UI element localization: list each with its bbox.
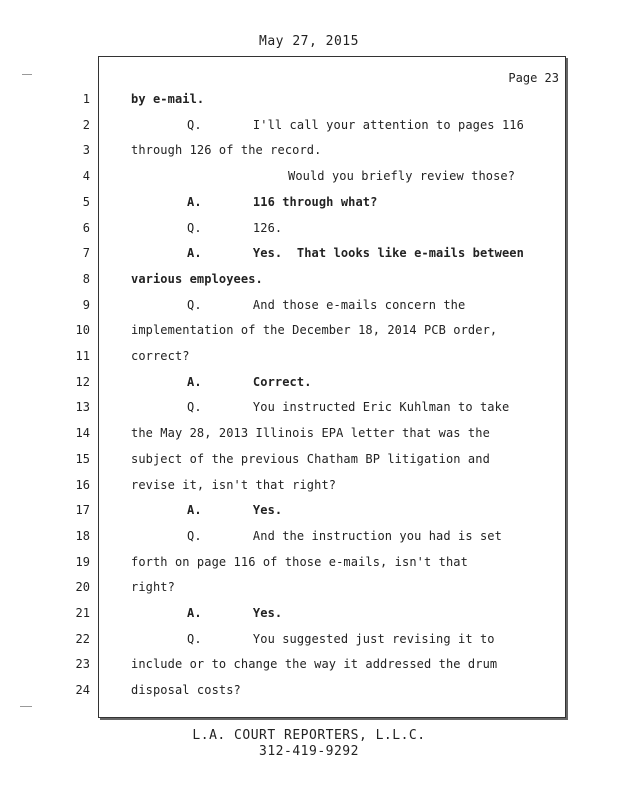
line-number: 20 [75,580,90,594]
line-number: 21 [75,606,90,620]
transcript-line: the May 28, 2013 Illinois EPA letter that was the [131,426,490,440]
line-number: 18 [75,529,90,543]
transcript-line: revise it, isn't that right? [131,478,337,492]
line-number: 22 [75,632,90,646]
scan-speck [20,706,32,707]
transcript-line: Q. 126. [187,221,283,235]
transcript-line: Q. I'll call your attention to pages 116 [187,118,524,132]
line-number: 16 [75,478,90,492]
line-number: 19 [75,555,90,569]
footer-company: L.A. COURT REPORTERS, L.L.C. [192,728,426,743]
header-date: May 27, 2015 [259,34,359,49]
transcript-line: A. Yes. [187,606,283,620]
line-number: 1 [82,92,90,106]
transcript-line: Q. You instructed Eric Kuhlman to take [187,400,510,414]
line-number: 7 [82,246,90,260]
transcript-line: various employees. [131,272,263,286]
line-number: 5 [82,195,90,209]
transcript-line: A. 116 through what? [187,195,378,209]
transcript-line: implementation of the December 18, 2014 PCB order, [131,323,498,337]
transcript-line: Q. You suggested just revising it to [187,632,495,646]
line-number: 17 [75,503,90,517]
transcript-line: A. Yes. [187,503,283,517]
transcript-line: Q. And those e-mails concern the [187,298,466,312]
transcript-line: include or to change the way it addressed the drum [131,657,498,671]
line-number: 4 [82,169,90,183]
transcript-line: subject of the previous Chatham BP litigation and [131,452,490,466]
transcript-line: right? [131,580,175,594]
footer-phone: 312-419-9292 [259,744,359,759]
transcript-line: correct? [131,349,190,363]
line-number: 2 [82,118,90,132]
line-number: 6 [82,221,90,235]
line-number: 12 [75,375,90,389]
line-number: 14 [75,426,90,440]
transcript-line: Q. And the instruction you had is set [187,529,502,543]
transcript-line: A. Correct. [187,375,312,389]
transcript-line: disposal costs? [131,683,241,697]
line-number: 11 [75,349,90,363]
line-number: 13 [75,400,90,414]
line-number: 23 [75,657,90,671]
line-number: 8 [82,272,90,286]
line-number: 15 [75,452,90,466]
transcript-line: through 126 of the record. [131,143,322,157]
transcript-line: forth on page 116 of those e-mails, isn't that [131,555,468,569]
line-number: 3 [82,143,90,157]
transcript-line: by e-mail. [131,92,205,106]
page-number-label: Page 23 [508,71,559,85]
line-number: 10 [75,323,90,337]
transcript-line: A. Yes. That looks like e-mails between [187,246,524,260]
line-number: 24 [75,683,90,697]
transcript-line: Would you briefly review those? [288,169,516,183]
line-number: 9 [82,298,90,312]
scan-speck [22,74,32,75]
